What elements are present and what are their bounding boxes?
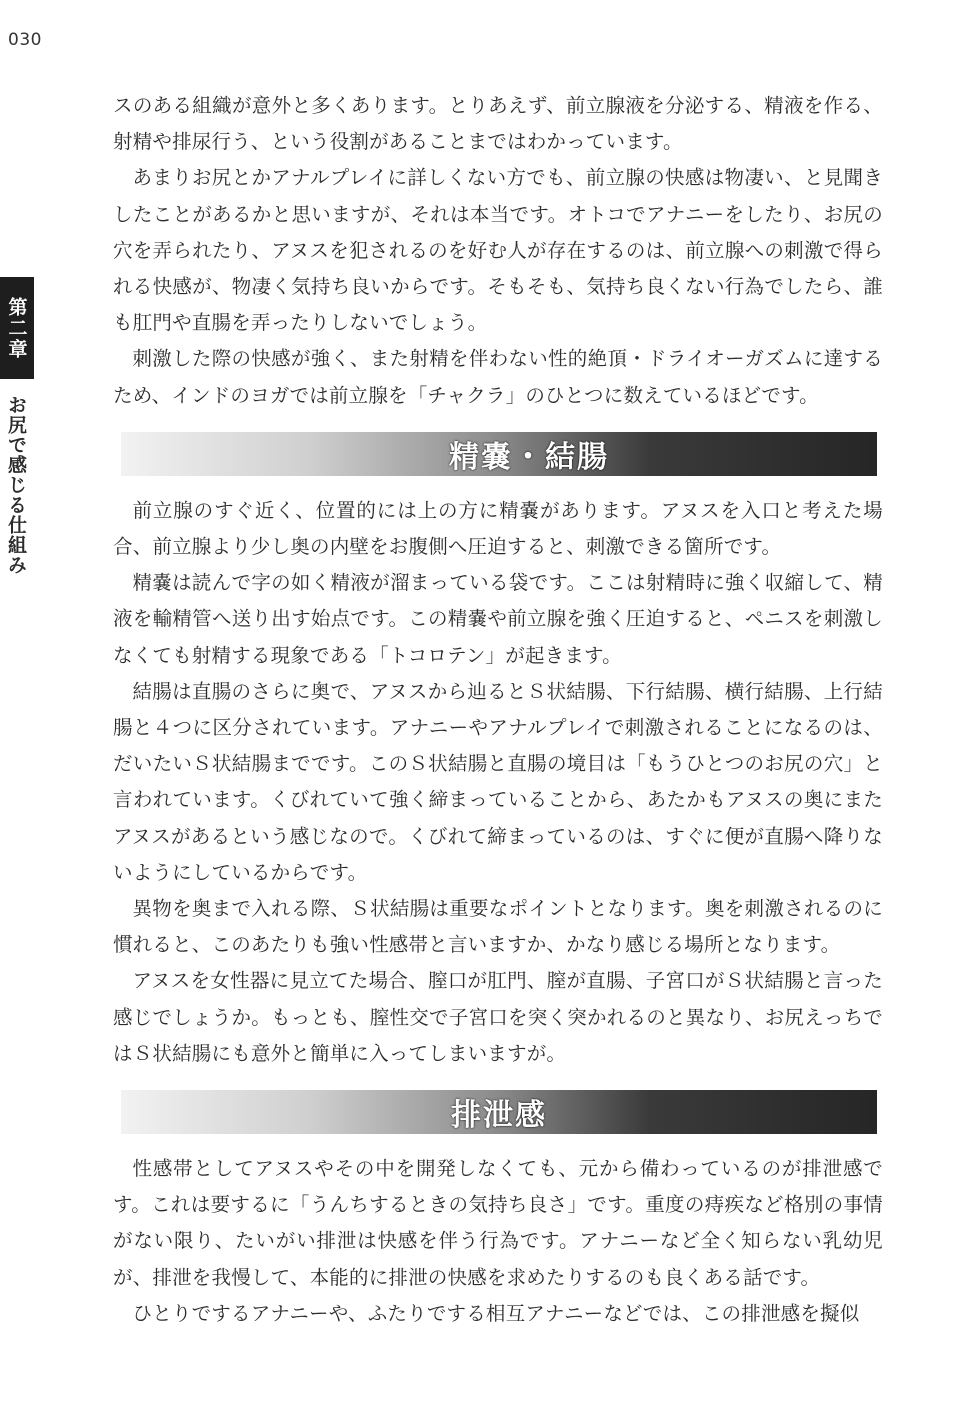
chapter-subtitle: お尻で感じる仕組み <box>5 395 27 575</box>
section-heading-bar <box>121 432 877 476</box>
page-number: 030 <box>8 30 42 50</box>
paragraph: あまりお尻とかアナルプレイに詳しくない方でも、前立腺の快感は物凄い、と見聞きしたことがあるかと思いますが、それは本当です。オトコでアナニーをしたり、お尻の穴を弄られたり、アヌスを犯されるのを好む人が存在するのは、前立腺への刺激で得られる快感が、物凄く気持ち良いからです。そもそも、気持ち良くない行為でしたら、誰も肛門や直腸を弄ったりしないでしょう。 <box>113 166 883 335</box>
paragraph: 結腸は直腸のさらに奥で、アヌスから辿るとＳ状結腸、下行結腸、横行結腸、上行結腸と４つに区分されています。アナニーやアナルプレイで刺激されることになるのは、だいたいＳ状結腸までです。このＳ状結腸と直腸の境目は「もうひとつのお尻の穴」と言われています。くびれていて強く締まっていることから、あたかもアヌスの奥にまたアヌスがあるという感じなので。くびれて締まっているのは、すぐに便が直腸へ降りないようにしているからです。 <box>113 679 883 884</box>
section-heading: 排泄感 <box>451 1098 547 1134</box>
paragraph: スのある組織が意外と多くあります。とりあえず、前立腺液を分泌する、精液を作る、射精や排尿行う、という役割があることまではわかっています。 <box>113 94 883 154</box>
paragraph: 性感帯としてアヌスやその中を開発しなくても、元から備わっているのが排泄感です。これは要するに「うんちするときの気持ち良さ」です。重度の痔疾など格別の事情がない限り、たいがい排泄は快感を伴う行為です。アナニーなど全く知らない乳幼児が、排泄を我慢して、本能的に排泄の快感を求めたりするのも良くある話です。 <box>113 1157 883 1289</box>
paragraph: アヌスを女性器に見立てた場合、膣口が肛門、膣が直腸、子宮口がＳ状結腸と言った感じでしょうか。もっとも、膣性交で子宮口を突く突かれるのと異なり、お尻えっちではＳ状結腸にも意外と簡単に入ってしまいますが。 <box>113 969 883 1065</box>
section-heading: 精嚢・結腸 <box>449 439 609 475</box>
main-content <box>113 88 883 1332</box>
section-heading-bar <box>121 1090 877 1134</box>
paragraph: 前立腺のすぐ近く、位置的には上の方に精嚢があります。アヌスを入口と考えた場合、前立腺より少し奥の内壁をお腹側へ圧迫すると、刺激できる箇所です。 <box>113 498 883 559</box>
paragraph: 精嚢は読んで字の如く精液が溜まっている袋です。ここは射精時に強く収縮して、精液を輸精管へ送り出す始点です。この精嚢や前立腺を強く圧迫すると、ペニスを刺激しなくても射精する現象である「トコロテン」が起きます。 <box>113 571 883 667</box>
paragraph: 異物を奥まで入れる際、Ｓ状結腸は重要なポイントとなります。奥を刺激されるのに慣れると、このあたりも強い性感帯と言いますか、かなり感じる場所となります。 <box>113 897 883 957</box>
chapter-tab: 第二章 <box>0 277 34 379</box>
paragraph: ひとりでするアナニーや、ふたりでする相互アナニーなどでは、この排泄感を擬似 <box>132 1301 860 1325</box>
paragraph: 刺激した際の快感が強く、また射精を伴わない性的絶頂・ドライオーガズムに達するため、インドのヨガでは前立腺を「チャクラ」のひとつに数えているほどです。 <box>113 347 883 407</box>
